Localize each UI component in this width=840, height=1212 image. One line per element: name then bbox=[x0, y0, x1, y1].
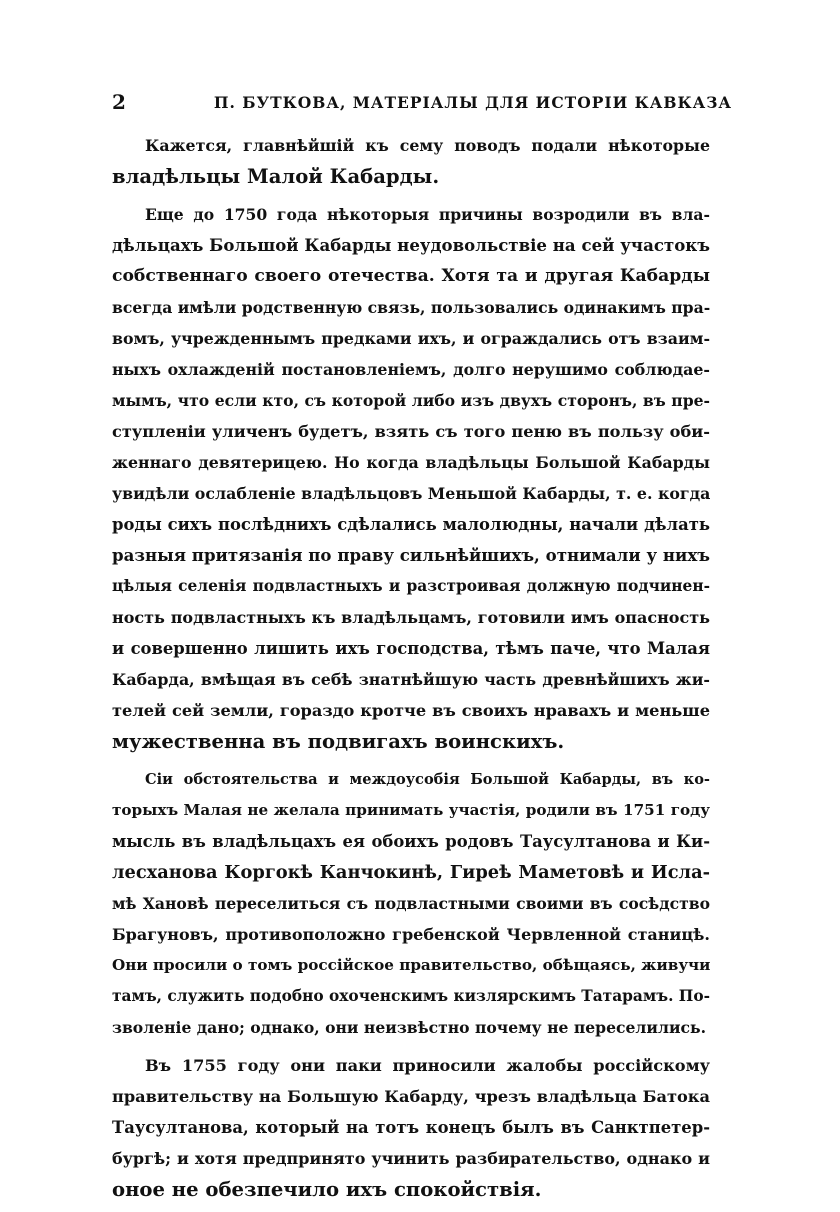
text-line: лесханова Коргокѣ Канчокинѣ, Гиреѣ Маметовѣ и Исла- bbox=[112, 862, 710, 883]
text-line: разныя притязанія по праву сильнѣйшихъ, отнимали у нихъ bbox=[112, 545, 710, 565]
text-line: торыхъ Малая не желала принимать участія, родили въ 1751 году bbox=[112, 801, 710, 819]
text-line: Кажется, главнѣйшій къ сему поводъ подали нѣкоторые bbox=[145, 136, 710, 155]
text-line: зволеніе дано; однако, они неизвѣстно почему не переселились. bbox=[112, 1018, 707, 1037]
text-line: владѣльцы Малой Кабарды. bbox=[112, 165, 440, 188]
text-line: мѣ Хановѣ переселиться съ подвластными своими въ сосѣдство bbox=[112, 894, 710, 913]
text-line: собственнаго своего отечества. Хотя та и другая Кабарды bbox=[112, 266, 710, 286]
text-line: Брагуновъ, противоположно гребенской Червленной станицѣ. bbox=[112, 925, 710, 944]
text-line: мымъ, что если кто, съ которой либо изъ двухъ сторонъ, въ пре- bbox=[112, 391, 710, 410]
text-line: ныхъ охлажденій постановленіемъ, долго нерушимо соблюдае- bbox=[112, 360, 710, 379]
text-line: ность подвластныхъ къ владѣльцамъ, готовили имъ опасность bbox=[112, 608, 710, 627]
text-line: телей сей земли, гораздо кротче въ своихъ нравахъ и меньше bbox=[112, 701, 710, 720]
text-line: оное не обезпечило ихъ спокойствія. bbox=[112, 1178, 542, 1201]
paragraph bbox=[112, 764, 710, 1043]
text-line: Таусултанова, который на тотъ конецъ былъ въ Санктпетер- bbox=[112, 1118, 710, 1137]
text-line: тамъ, служить подобно охоченскимъ кизлярскимъ Татарамъ. По- bbox=[112, 987, 710, 1005]
text-line: увидѣли ослабленіе владѣльцовъ Меньшой Кабарды, т. е. когда bbox=[112, 484, 711, 503]
text-line: правительству на Большую Кабарду, чрезъ владѣльца Батока bbox=[112, 1087, 710, 1106]
page-number: 2 bbox=[112, 90, 126, 114]
text-line: дѣльцахъ Большой Кабарды неудовольствіе на сей участокъ bbox=[112, 235, 710, 255]
text-line: ступленіи уличенъ будетъ, взять съ того пеню въ пользу оби- bbox=[112, 422, 710, 441]
running-head: П. БУТКОВА, МАТЕРІАЛЫ ДЛЯ ИСТОРІИ КАВКАЗА bbox=[213, 93, 732, 112]
page-header bbox=[112, 90, 732, 116]
text-line: цѣлыя селенія подвластныхъ и разстроивая должную подчинен- bbox=[112, 577, 710, 595]
text-line: Въ 1755 году они паки приносили жалобы россійскому bbox=[145, 1056, 710, 1075]
paragraph bbox=[112, 1050, 710, 1205]
text-line: бургѣ; и хотя предпринято учинить разбирательство, однако и bbox=[112, 1149, 710, 1168]
paragraph bbox=[112, 199, 710, 757]
text-line: всегда имѣли родственную связь, пользовались одинакимъ пра- bbox=[112, 298, 711, 317]
text-line: Сіи обстоятельства и междоусобія Большой Кабарды, въ ко- bbox=[145, 771, 710, 788]
text-line: женнаго девятерицею. Но когда владѣльцы Большой Кабарды bbox=[112, 453, 710, 472]
text-line: мысль въ владѣльцахъ ея обоихъ родовъ Таусултанова и Ки- bbox=[112, 832, 710, 851]
text-line: Они просили о томъ россійское правительство, обѣщаясь, живучи bbox=[112, 956, 711, 974]
text-line: Кабарда, вмѣщая въ себѣ знатнѣйшую часть древнѣйшихъ жи- bbox=[112, 670, 710, 689]
text-line: роды сихъ послѣднихъ сдѣлались малолюдны, начали дѣлать bbox=[112, 515, 710, 534]
body-text bbox=[112, 130, 710, 1212]
text-line: и совершенно лишить ихъ господства, тѣмъ паче, что Малая bbox=[112, 639, 710, 658]
text-line: мужественна въ подвигахъ воинскихъ. bbox=[112, 730, 565, 753]
text-line: Еще до 1750 года нѣкоторыя причины возродили въ вла- bbox=[145, 205, 710, 224]
text-line: вомъ, учрежденнымъ предками ихъ, и ограждались отъ взаим- bbox=[112, 329, 710, 348]
paragraph bbox=[112, 130, 710, 192]
